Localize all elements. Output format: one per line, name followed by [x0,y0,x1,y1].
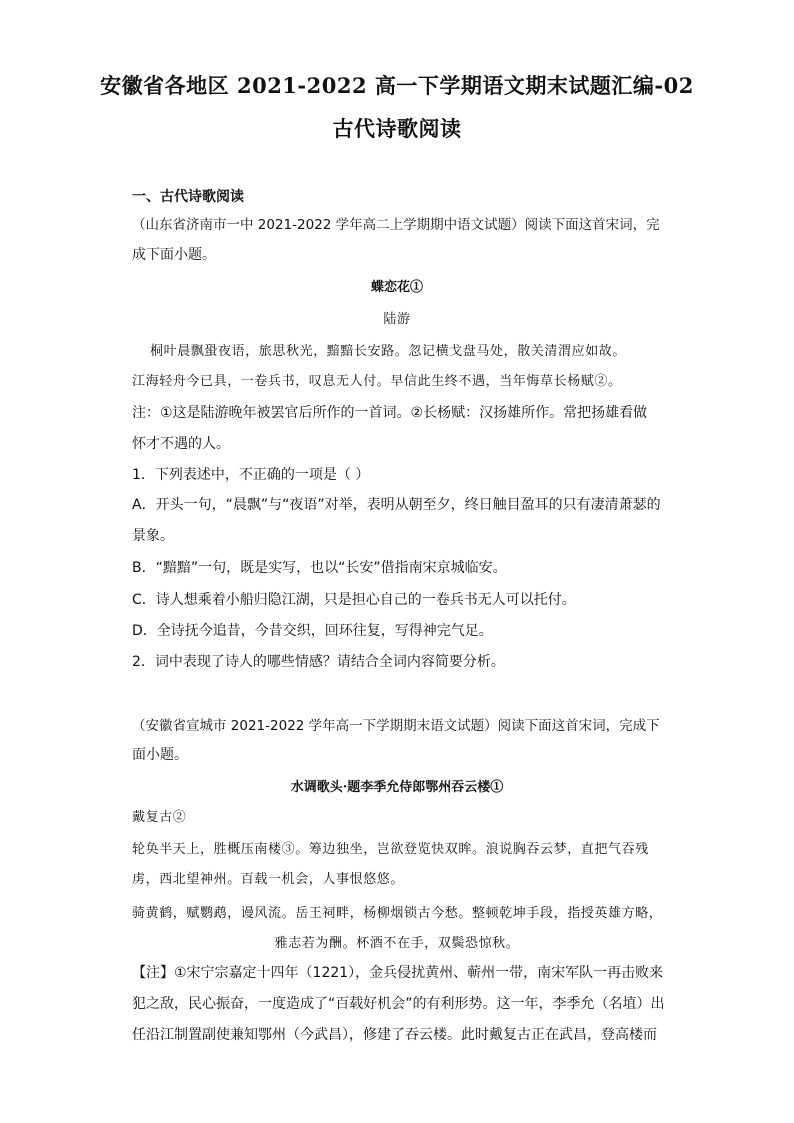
passage1-note-line2: 怀才不遇的人。 [132,436,230,452]
passage2-poem-line4: 雅志若为酬。杯酒不在手，双鬓恐惊秋。 [274,936,520,951]
document-title-line1: 安徽省各地区 2021-2022 高一下学期语文期末试题汇编-02 [100,73,694,98]
passage2-intro-line1: （安徽省宣城市 2021-2022 学年高一下学期期末语文试题）阅读下面这首宋词，完成下 [132,718,660,734]
passage1-poem-line2: 江海轻舟今已具，一卷兵书，叹息无人付。早信此生终不遇，当年悔草长杨赋②。 [132,374,622,389]
passage2-note-line1: 【注】①宋宁宗嘉定十四年（1221），金兵侵扰黄州、蕲州一带，南宋军队一再击败来 [132,965,664,981]
passage2-poem-title: 水调歌头·题李季允侍郎鄂州吞云楼① [290,780,504,795]
question1-stem: 1．下列表述中，不正确的一项是（ ） [132,467,370,483]
passage1-poem-title: 蝶恋花① [370,280,423,295]
question1-option-b: B．“黯黯”一句，既是实写，也以“长安”借指南宋京城临安。 [132,560,507,576]
question1-option-c: C．诗人想乘着小船归隐江湖，只是担心自己的一卷兵书无人可以托付。 [132,592,576,608]
passage2-poem-line1: 轮奂半天上，胜概压南楼③。筹边独坐，岂欲登览快双眸。浪说胸吞云梦，直把气吞残 [132,842,649,857]
passage2-note-line2: 犯之敌，民心振奋，一度造成了“百载好机会”的有利形势。这一年，李季允（名埴）出 [132,996,665,1012]
question1-option-d: D．全诗抚今追昔，今昔交织，回环往复，写得神完气足。 [132,623,493,639]
passage1-poem-author: 陆游 [383,312,411,327]
section-heading: 一、古代诗歌阅读 [132,189,244,205]
question2-stem: 2．词中表现了诗人的哪些情感？请结合全词内容简要分析。 [132,654,505,670]
passage2-poem-author: 戴复古② [132,810,187,825]
passage2-intro-line2: 面小题。 [132,747,188,763]
passage2-note-line3: 任沿江制置副使兼知鄂州（今武昌），修建了吞云楼。此时戴复古正在武昌，登高楼而 [132,1027,657,1043]
passage1-intro-line1: （山东省济南市一中 2021-2022 学年高二上学期期中语文试题）阅读下面这首宋词，完 [132,217,660,233]
question1-option-a-line2: 景象。 [132,528,174,544]
document-title-line2: 古代诗歌阅读 [332,116,462,141]
passage2-poem-line2: 虏，西北望神州。百载一机会，人事恨悠悠。 [132,872,405,887]
passage1-note-line1: 注：①这是陆游晚年被罢官后所作的一首词。②长杨赋：汉扬雄所作。常把扬雄看做 [132,405,648,421]
passage1-intro-line2: 成下面小题。 [132,247,216,263]
question1-option-a-line1: A．开头一句，“晨飘”与“夜语”对举，表明从朝至夕，终日触目盈耳的只有凄清萧瑟的 [132,497,661,513]
passage1-poem-line1: 桐叶晨飘蛩夜语，旅思秋光，黯黯长安路。忽记横戈盘马处，散关清渭应如故。 [150,344,627,359]
passage2-poem-line3: 骑黄鹤，赋鹦鹉，谩风流。岳王祠畔，杨柳烟锁古今愁。整顿乾坤手段，指授英雄方略， [132,906,663,921]
